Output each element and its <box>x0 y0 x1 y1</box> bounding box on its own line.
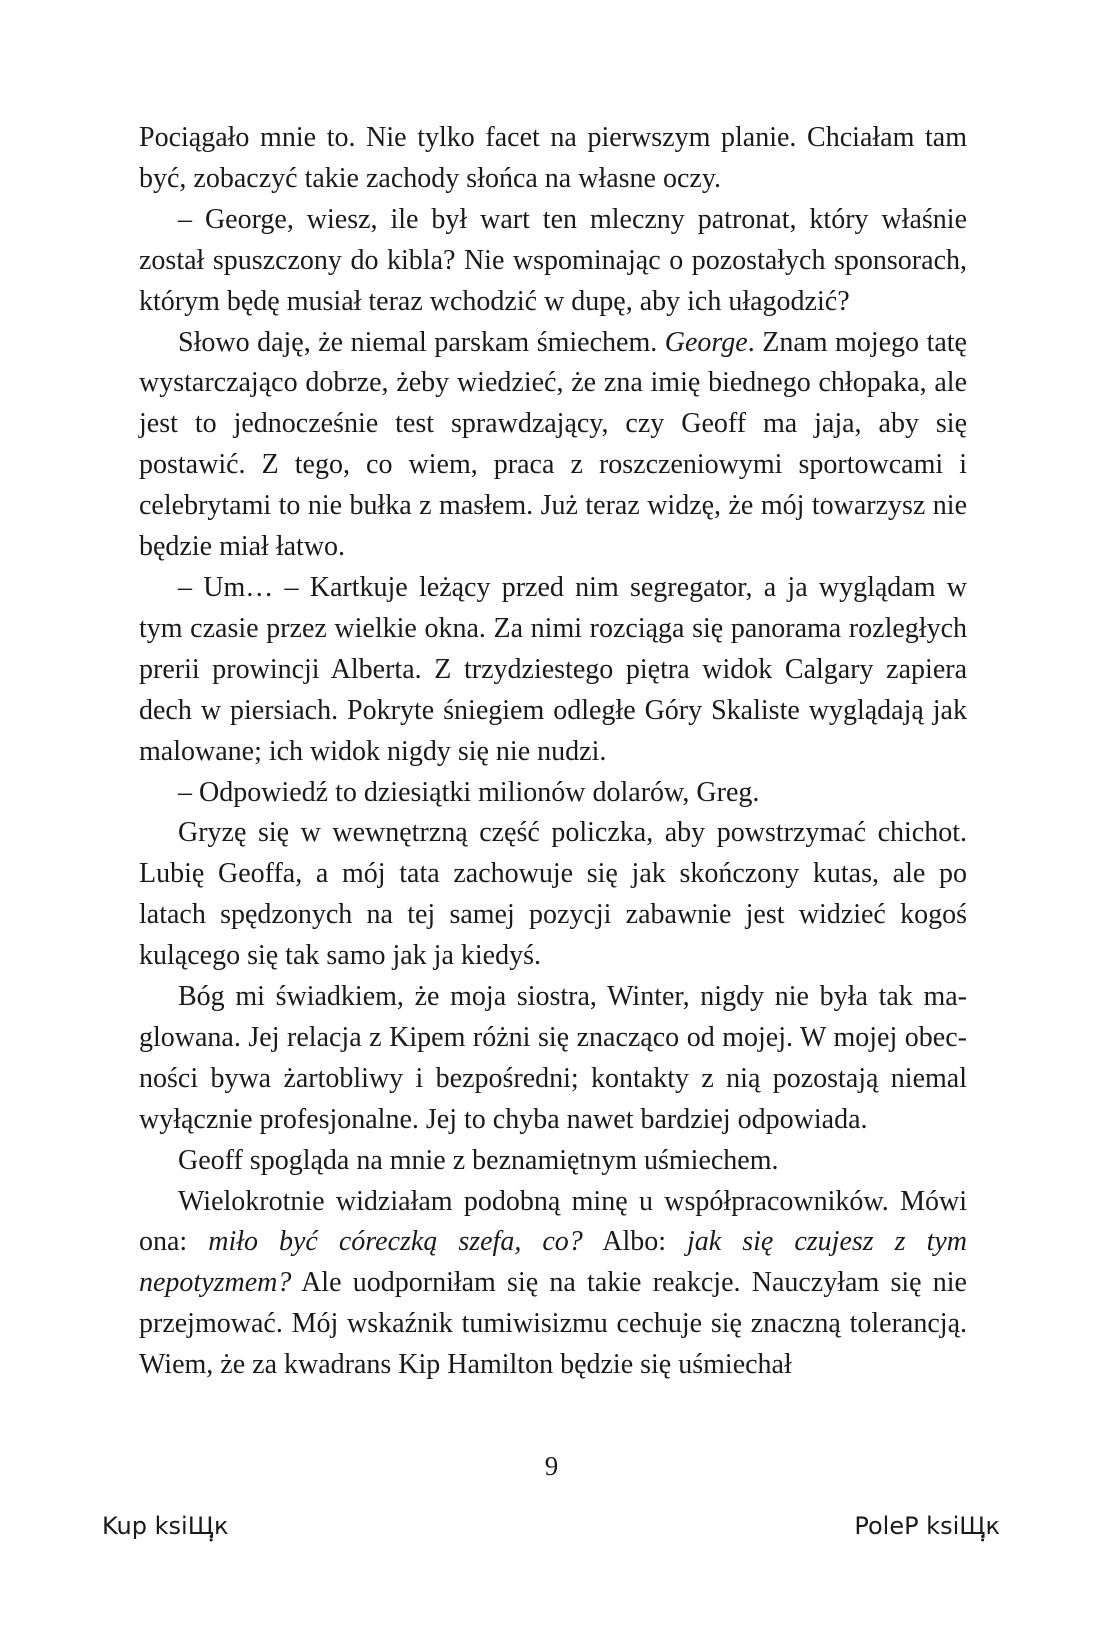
text-run: Geoff spogląda na mnie z beznamiętnym uśmiechem. <box>178 1144 779 1176</box>
text-run: Bóg mi świadkiem, że moja siostra, Winter, nigdy nie była tak maglowana. Jej relacja z Kipem różni się znacząco od mojej. W mojej obecności bywa żartobliwy i bezpośredni; kontakty z nią pozostają niemal wyłącznie profesjonalne. Jej to chyba nawet bardziej odpowiada. <box>139 981 967 1135</box>
text-run: – Odpowiedź to dziesiątki milionów dolarów, Greg. <box>178 776 760 808</box>
paragraph <box>139 773 967 814</box>
text-run: . Znam mojego tatę wystarczająco dobrze, żeby wiedzieć, że zna imię biednego chłopaka, ale jest to jednocześnie test sprawdzający, czy Geoff ma jaja, aby się postawić. Z tego, co wiem, praca z roszczeniowymi sportowcami i celebrytami to nie bułka z masłem. Już teraz widzę, że mój towarzysz nie będzie miał łatwo. <box>139 326 967 563</box>
text-run: Wielokrotnie widziałam podobną minę u współpracowników. Mówi ona: <box>139 1185 967 1258</box>
text-run: Pociągało mnie to. Nie tylko facet na pierwszym planie. Chciałam tam być, zobaczyć takie zachody słońca na własne oczy. <box>139 122 967 194</box>
paragraph <box>139 568 967 773</box>
italic-text: miło być córeczką szefa, co? <box>208 1226 583 1258</box>
text-run: Ale uodporniłam się na takie reakcje. Nauczyłam się nie przejmować. Mój wskaźnik tumiwisizmu cechuje się znaczną tolerancją. Wiem, że za kwadrans Kip Hamilton będzie się uśmiechał <box>139 1267 967 1381</box>
paragraph <box>139 118 967 200</box>
recommend-book-link[interactable]: PoleP ksiЩฺฺк <box>854 1512 1000 1540</box>
text-run: Albo: <box>582 1226 688 1258</box>
text-run: – George, wiesz, ile był wart ten mleczny patronat, który właśnie został spuszczony do kibla? Nie wspominając o pozostałych sponsorach, którym będę musiał teraz wchodzić w dupę, aby ich ułagodzić? <box>139 203 967 317</box>
italic-text: George <box>664 326 748 358</box>
text-run: Gryzę się w wewnętrzną część policzka, aby powstrzymać chichot. Lubię Geoffa, a mój tata zachowuje się jak skończony kutas, ale po latach spędzonych na tej samej pozycji zabawnie jest widzieć kogoś kulącego się tak samo jak ja kiedyś. <box>139 817 967 972</box>
text-run: Słowo daję, że niemal parskam śmiechem. <box>178 326 665 358</box>
body-text <box>139 118 967 1386</box>
paragraph <box>139 1141 967 1182</box>
page-number: 9 <box>544 1451 559 1481</box>
paragraph <box>139 977 967 1141</box>
paragraph <box>139 323 967 568</box>
paragraph <box>139 813 967 977</box>
buy-book-link[interactable]: Kup ksiЩฺฺк <box>102 1512 229 1540</box>
paragraph <box>139 1182 967 1387</box>
italic-text: jak się czujesz z tym nepotyzmem? <box>139 1226 967 1299</box>
text-run: – Um… – Kartkuje leżący przed nim segregator, a ja wyglądam w tym czasie przez wielkie okna. Za nimi rozciąga się panorama rozległych prerii prowincji Alberta. Z trzydziestego piętra widok Calgary zapiera dech w piersiach. Pokryte śniegiem odległe Góry Skaliste wyglądają jak malowane; ich widok nigdy się nie nudzi. <box>139 571 967 767</box>
paragraph <box>139 200 967 323</box>
